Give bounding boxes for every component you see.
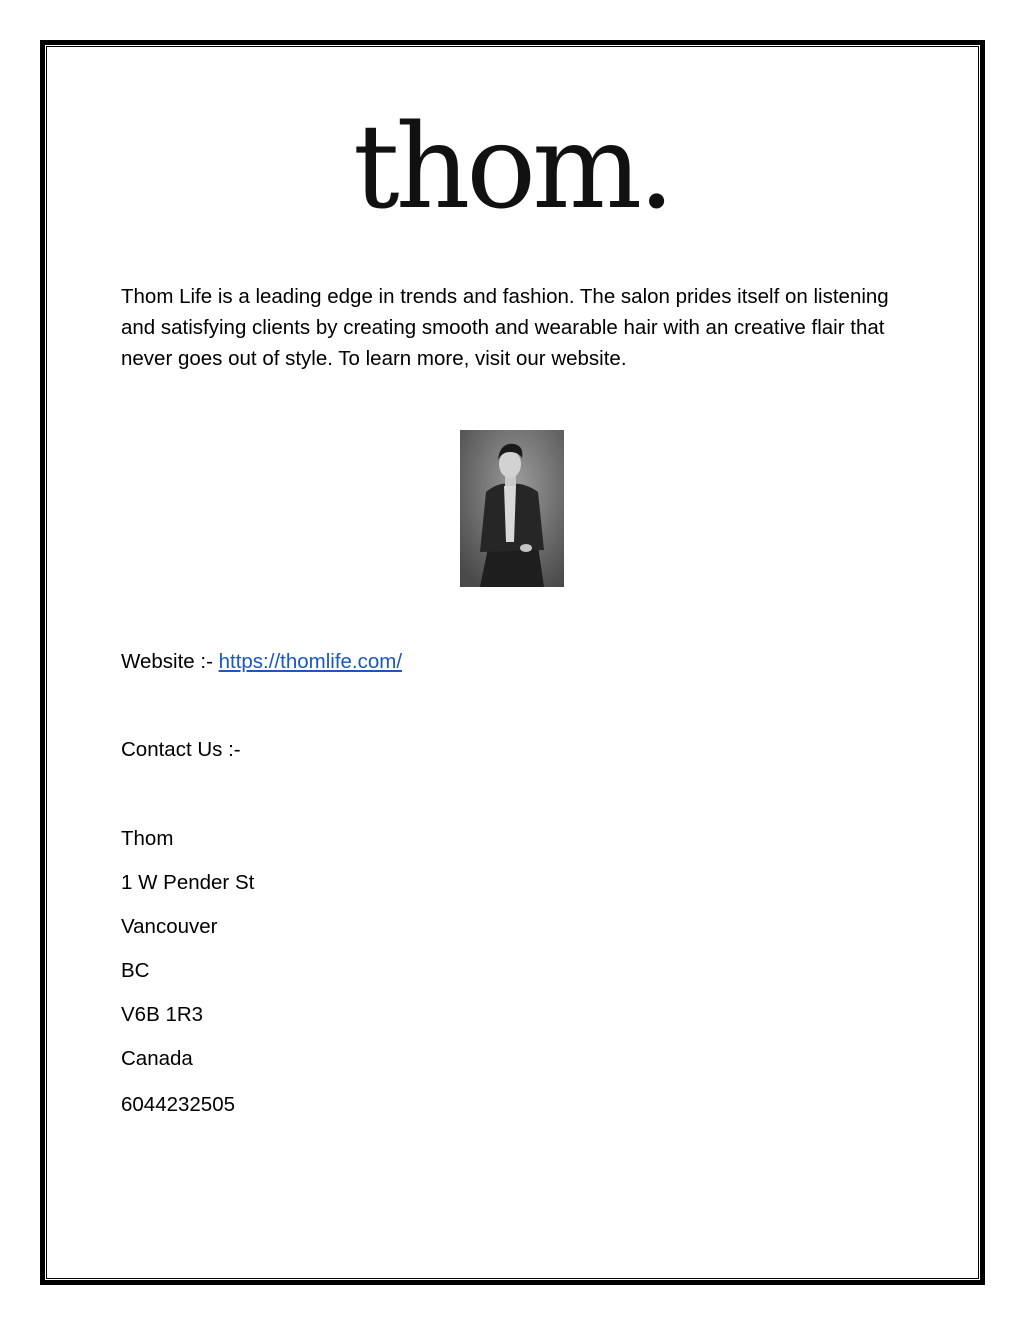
website-link[interactable]: https://thomlife.com/ [218, 650, 403, 673]
contact-heading: Contact Us :- [121, 738, 241, 761]
intro-paragraph: Thom Life is a leading edge in trends and fashion. The salon prides itself on listening and satisfying clients by creating smooth and wearable hair with an creative flair that never goes out of style. To learn more, visit our website. [121, 285, 889, 370]
contact-city: Vancouver [121, 915, 218, 938]
contact-province: BC [121, 959, 150, 982]
website-line [121, 649, 402, 675]
contact-phone: 6044232505 [121, 1093, 236, 1116]
contact-country: Canada [121, 1047, 193, 1070]
contact-street: 1 W Pender St [121, 871, 255, 894]
contact-postal-code: V6B 1R3 [121, 1003, 204, 1026]
model-portrait-photo [460, 430, 564, 587]
portrait-photo-icon [460, 430, 564, 587]
thom-logo: thom. [352, 100, 672, 235]
contact-name: Thom [121, 827, 174, 850]
website-label: Website :- [121, 650, 219, 673]
